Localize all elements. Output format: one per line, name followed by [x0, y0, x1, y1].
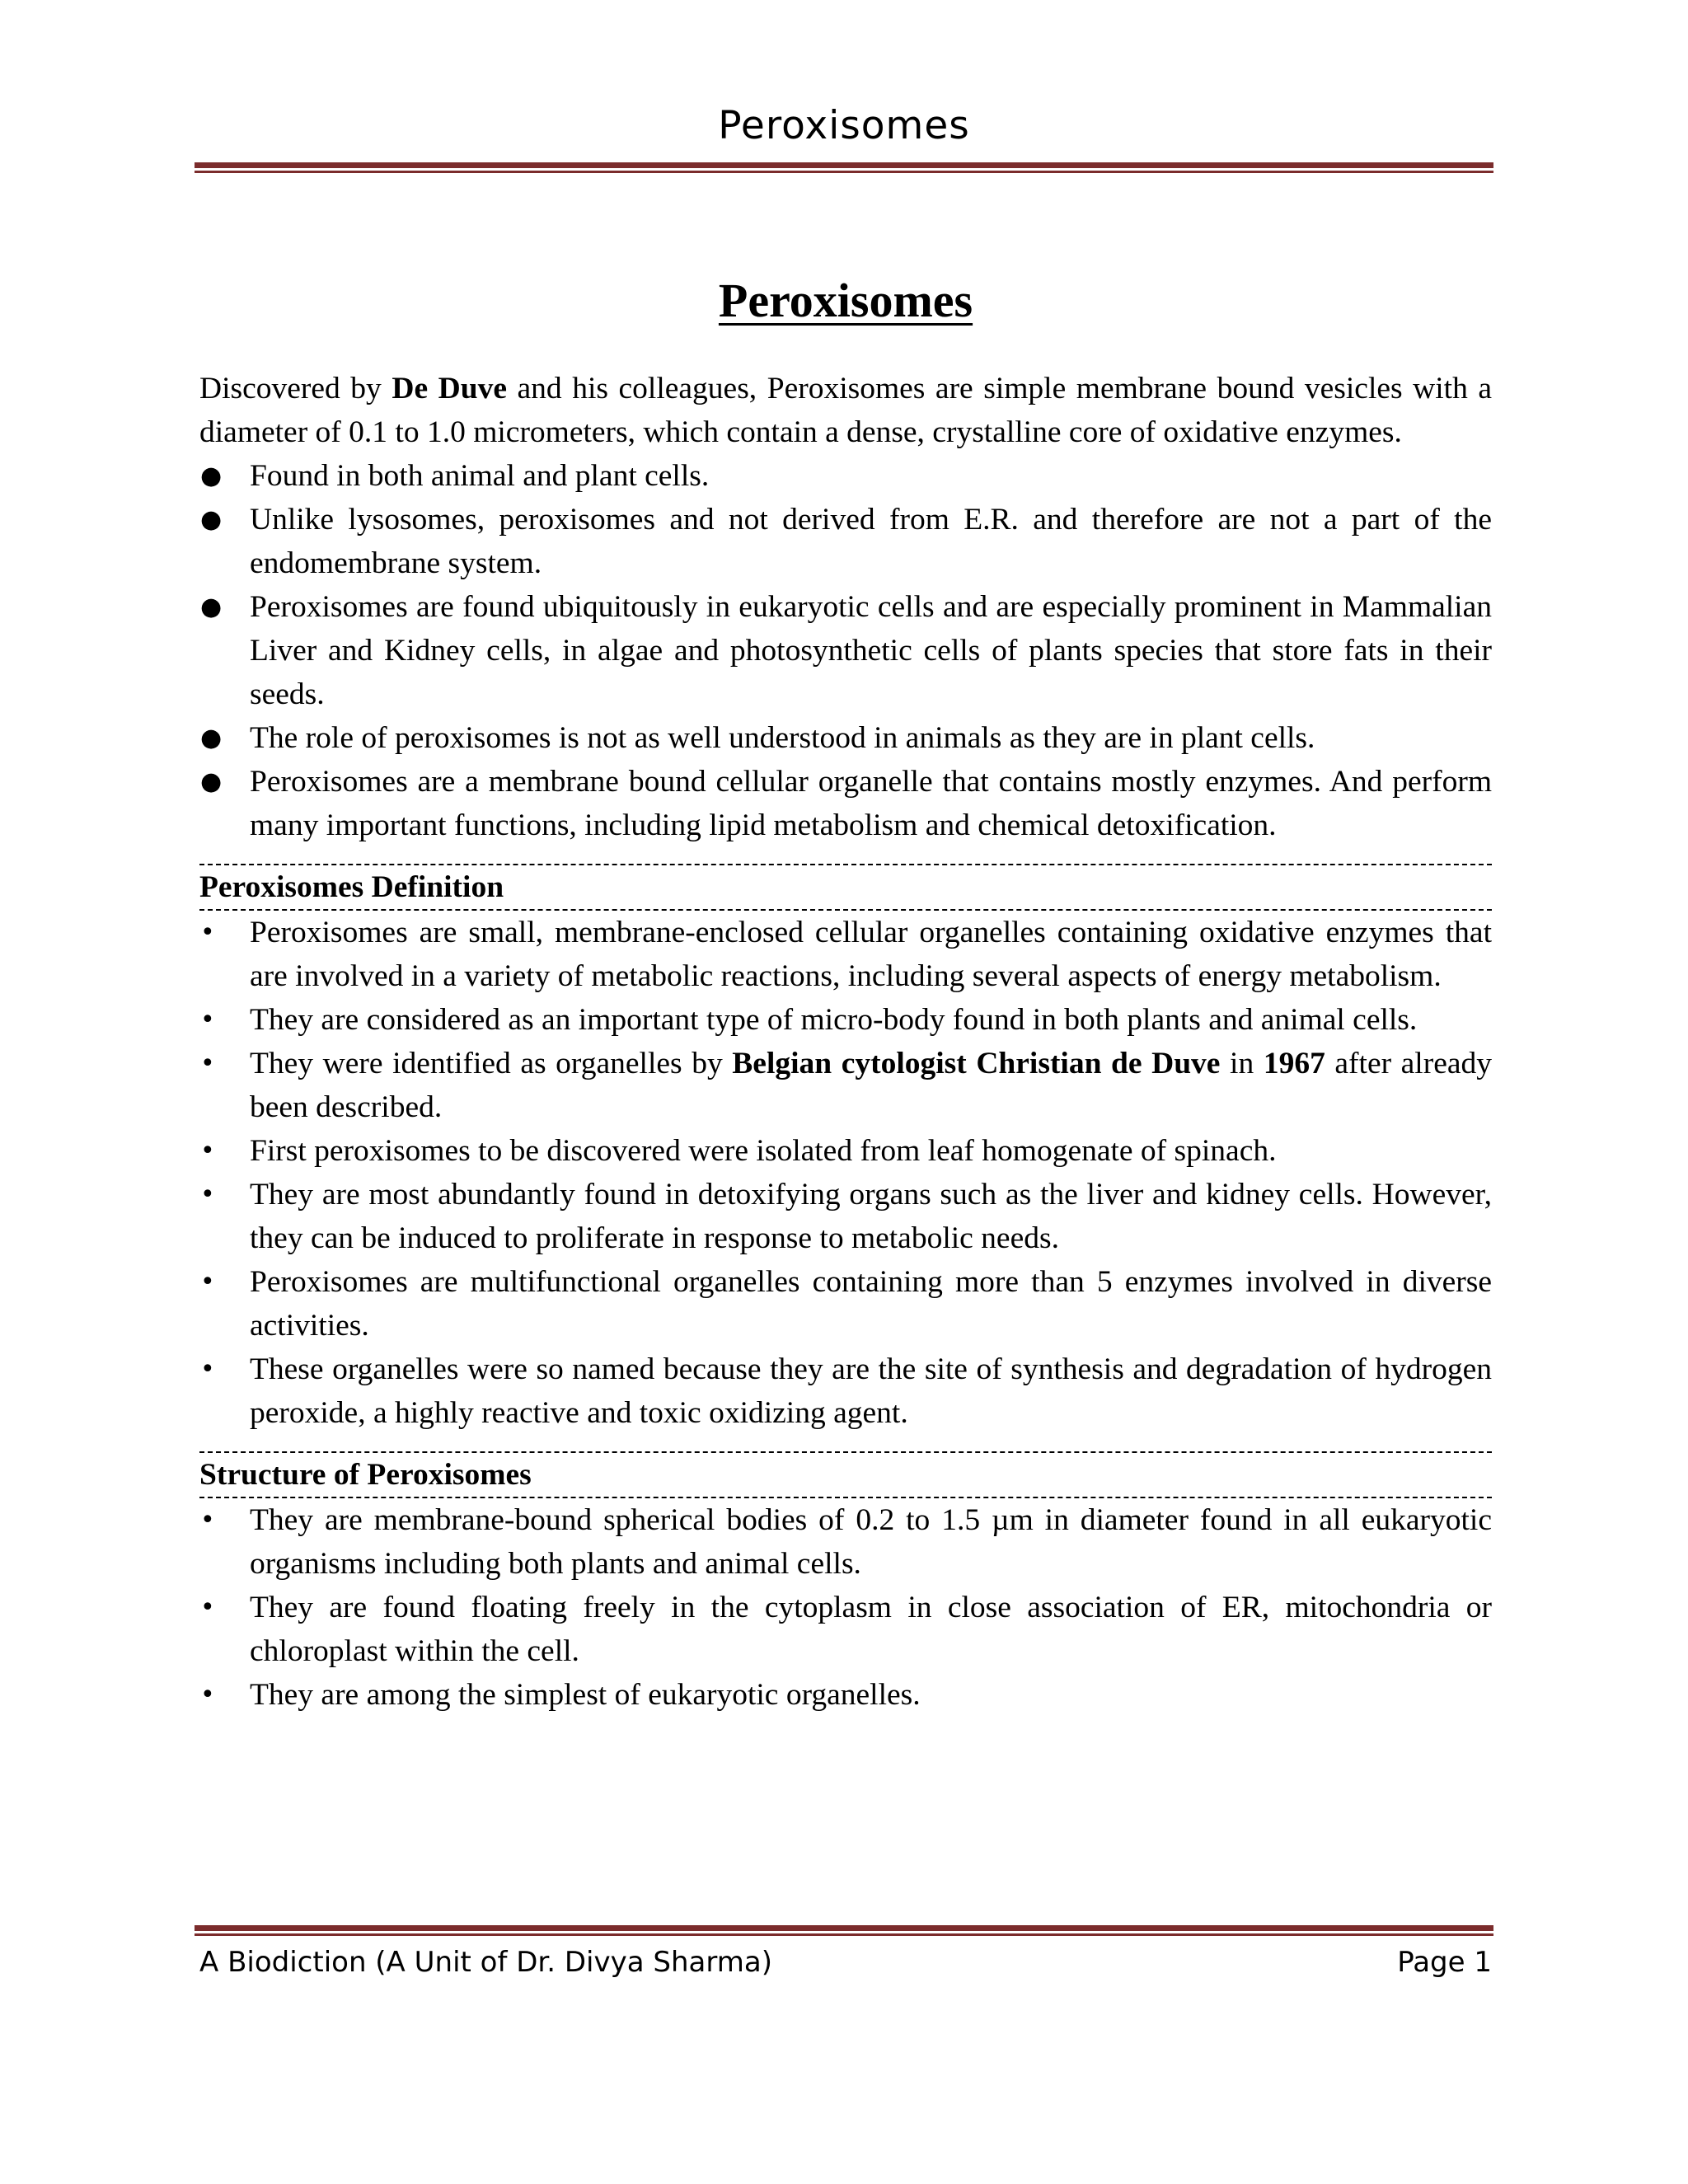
list-item [199, 585, 1492, 716]
list-item-text: Peroxisomes are small, membrane-enclosed cellular organelles containing oxidative enzymes that are involved in a variety of metabolic reactions, including several aspects of energy metabolism. [250, 916, 1492, 993]
list-item [199, 454, 1492, 498]
main-content [199, 268, 1492, 1717]
list-item [199, 1673, 1492, 1717]
list-item-text: They are among the simplest of eukaryotic organelles. [250, 1678, 921, 1712]
footer-page-number: Page 1 [1397, 1946, 1492, 1979]
list-item [199, 1347, 1492, 1435]
section-heading-definition: Peroxisomes Definition [199, 864, 1492, 911]
list-item-text: These organelles were so named because they are the site of synthesis and degradation of hydrogen peroxide, a highly reactive and toxic oxidizing agent. [250, 1352, 1492, 1430]
list-item-text: They are membrane-bound spherical bodies of 0.2 to 1.5 µm in diameter found in all eukaryotic organisms including both plants and animal cells. [250, 1503, 1492, 1581]
bullet-icon: • [200, 1355, 215, 1384]
footer-rule [195, 1925, 1493, 1937]
list-item [199, 1498, 1492, 1586]
list-item [199, 716, 1492, 760]
list-item [199, 911, 1492, 998]
bullet-icon: • [200, 918, 215, 947]
list-item [199, 1586, 1492, 1673]
intro-paragraph [199, 367, 1492, 454]
list-item [199, 1129, 1492, 1173]
list-item-text: The role of peroxisomes is not as well understood in animals as they are in plant cells. [250, 721, 1315, 755]
footer-rule-thick [195, 1925, 1493, 1931]
header-rule [195, 162, 1493, 174]
structure-bullet-list [199, 1498, 1492, 1717]
bullet-icon: ● [200, 767, 223, 796]
bullet-icon: ● [200, 505, 223, 534]
running-header-title: Peroxisomes [718, 103, 970, 148]
list-item-text: They are found floating freely in the cytoplasm in close association of ER, mitochondria or chloroplast within the cell. [250, 1591, 1492, 1668]
list-item [199, 760, 1492, 847]
footer-rule-thin [195, 1933, 1493, 1936]
section-heading-structure: Structure of Peroxisomes [199, 1451, 1492, 1498]
list-item-text: Peroxisomes are a membrane bound cellular organelle that contains mostly enzymes. And perform many important functions, including lipid metabolism and chemical detoxification. [250, 765, 1492, 842]
intro-discoverer: De Duve [392, 372, 507, 405]
identified-year: 1967 [1263, 1047, 1325, 1080]
list-item-text: They are most abundantly found in detoxifying organs such as the liver and kidney cells. However, they can be induced to proliferate in response to metabolic needs. [250, 1178, 1492, 1255]
identified-text-post: after already been described. [250, 1047, 1493, 1124]
document-title: Peroxisomes [718, 274, 973, 327]
list-item-text: First peroxisomes to be discovered were isolated from leaf homogenate of spinach. [250, 1134, 1277, 1168]
list-item-text: Unlike lysosomes, peroxisomes and not derived from E.R. and therefore are not a part of the endomembrane system. [250, 503, 1492, 580]
bullet-icon: ● [200, 724, 223, 752]
list-item-text: Peroxisomes are found ubiquitously in eukaryotic cells and are especially prominent in Mammalian Liver and Kidney cells, in algae and photosynthetic cells of plants species that store fats in their seeds. [250, 590, 1492, 711]
bullet-icon: • [200, 1268, 215, 1296]
intro-text-post: and his colleagues, Peroxisomes are simple membrane bound vesicles with a diameter of 0.1 to 1.0 micrometers, which contain a dense, crystalline core of oxidative enzymes. [199, 372, 1493, 449]
bullet-icon: ● [200, 593, 223, 621]
footer-publisher: A Biodiction (A Unit of Dr. Divya Sharma) [199, 1946, 772, 1979]
bullet-icon: ● [200, 462, 223, 490]
identified-text-pre: They were identified as organelles by [250, 1047, 733, 1080]
identified-scientist: Belgian cytologist Christian de Duve [732, 1047, 1221, 1080]
identified-text-mid: in [1220, 1047, 1264, 1080]
intro-bullet-list [199, 454, 1492, 847]
intro-text-pre: Discovered by [199, 372, 392, 405]
bullet-icon: • [200, 1180, 215, 1209]
header-rule-thick [195, 162, 1493, 168]
list-item [199, 498, 1492, 585]
bullet-icon: • [200, 1506, 215, 1535]
list-item [199, 1260, 1492, 1347]
list-item-text: Peroxisomes are multifunctional organelles containing more than 5 enzymes involved in diverse activities. [250, 1265, 1492, 1343]
bullet-icon: • [200, 1680, 215, 1709]
bullet-icon: • [200, 1593, 215, 1622]
list-item [199, 1042, 1492, 1129]
bullet-icon: • [200, 1005, 215, 1034]
list-item [199, 1173, 1492, 1260]
list-item-text: They are considered as an important type of micro-body found in both plants and animal cells. [250, 1003, 1418, 1037]
bullet-icon: • [200, 1049, 215, 1078]
definition-bullet-list [199, 911, 1492, 1435]
header-rule-thin [195, 171, 1493, 173]
list-item [199, 998, 1492, 1042]
list-item-text: Found in both animal and plant cells. [250, 459, 710, 493]
bullet-icon: • [200, 1137, 215, 1165]
